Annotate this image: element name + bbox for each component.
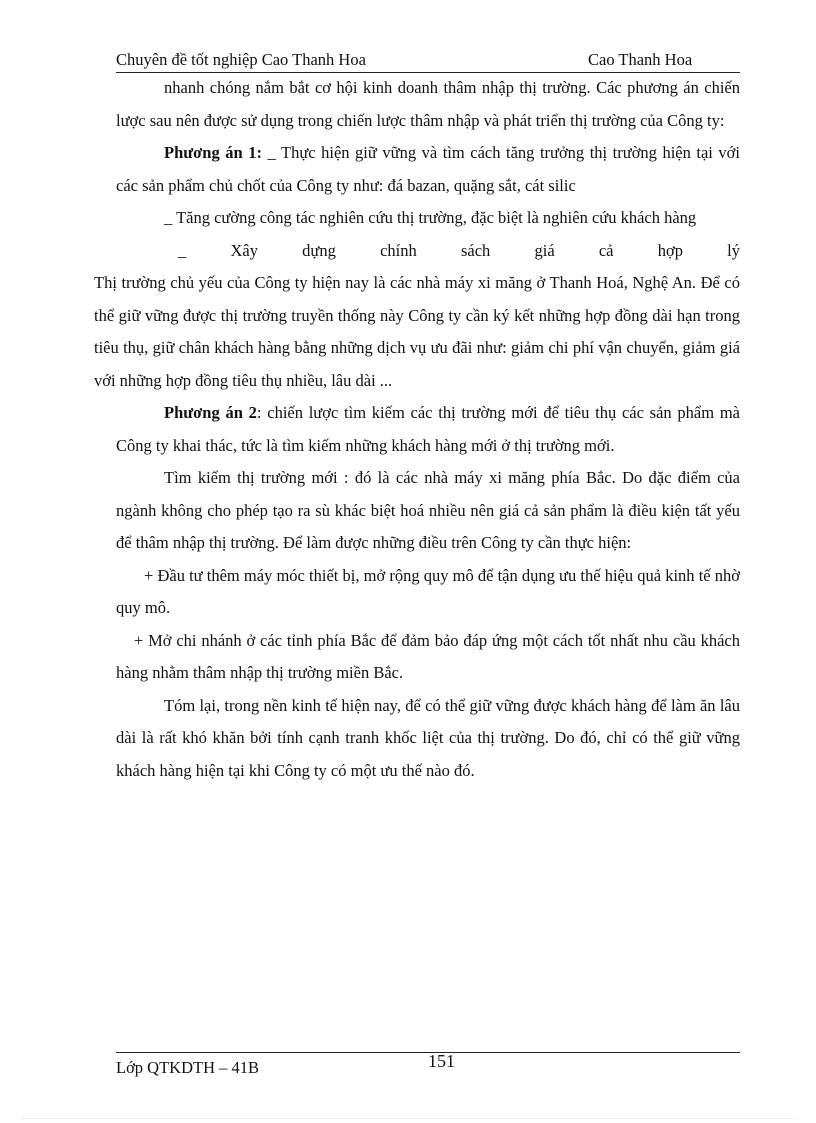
paragraph-new-markets: Tìm kiếm thị trường mới : đó là các nhà máy xi măng phía Bắc. Do đặc điểm của ngành không cho phép tạo ra sù khác biệt hoá nhiều nên giá cả sản phẩm là điều kiện tất yếu để thâm nhập thị trường. Để làm được những điều trên Công ty cần thực hiện:: [116, 468, 740, 552]
list-item-invest: + Đầu tư thêm máy móc thiết bị, mở rộng quy mô để tận dụng ưu thế hiệu quả kinh tế nhờ quy mô.: [116, 565, 740, 617]
paragraph-option-2: [116, 397, 740, 462]
page-number: 151: [428, 1051, 455, 1071]
paragraph-main-market: Thị trường chủ yếu của Công ty hiện nay là các nhà máy xi măng ở Thanh Hoá, Nghệ An. Để có thể giữ vững được thị trường truyền thống này Công ty cần ký kết những hợp đồng dài hạn trong tiêu thụ, giữ chân khách hàng bằng những dịch vụ ưu đãi như: giảm chi phí vận chuyển, giảm giá với những hợp đồng tiêu thụ nhiều, lâu dài ...: [94, 273, 740, 390]
page-footer: [116, 1052, 740, 1083]
option-1-label: Phương án 1:: [164, 143, 262, 162]
paragraph-option-1: [116, 137, 740, 202]
option-2-label: Phương án 2: [164, 403, 257, 422]
paragraph-market-research: _ Tăng cường công tác nghiên cứu thị trường, đặc biệt là nghiên cứu khách hàng: [164, 208, 697, 227]
footer-class-label: Lớp QTKDTH – 41B: [116, 1058, 260, 1077]
page-header: [116, 50, 740, 73]
paragraph-conclusion: Tóm lại, trong nền kinh tế hiện nay, để có thể giữ vững được khách hàng để làm ăn lâu dài là rất khó khăn bởi tính cạnh tranh khốc liệt của thị trường. Do đó, chỉ có thể giữ vững khách hàng hiện tại khi Công ty có một ưu thế nào đó.: [116, 695, 740, 780]
page-bottom-divider: [20, 1118, 796, 1119]
list-item-branch: + Mở chi nhánh ở các tỉnh phía Bắc để đảm bảo đáp ứng một cách tốt nhất nhu cầu khách hàng nhằm thâm nhập thị trường miền Bắc.: [116, 630, 740, 682]
header-author: Cao Thanh Hoa: [588, 50, 693, 69]
document-body: [94, 72, 740, 787]
paragraph-pricing-policy: _ Xây dựng chính sách giá cả hợp lý: [178, 240, 740, 260]
paragraph-intro: nhanh chóng nắm bắt cơ hội kinh doanh thâm nhập thị trường. Các phương án chiến lược sau nên được sử dụng trong chiến lược thâm nhập và phát triển thị trường của Công ty:: [116, 78, 740, 130]
header-document-title: Chuyên đề tốt nghiệp Cao Thanh Hoa: [116, 50, 366, 69]
option-2-text: : chiến lược tìm kiếm các thị trường mới để tiêu thụ các sản phẩm mà Công ty khai thác, tức là tìm kiếm những khách hàng mới ở thị trường mới.: [116, 403, 740, 455]
option-1-text: _ Thực hiện giữ vững và tìm cách tăng trưởng thị trường hiện tại với các sản phẩm chủ chốt của Công ty như: đá bazan, quặng sắt, cát silic: [116, 143, 740, 195]
